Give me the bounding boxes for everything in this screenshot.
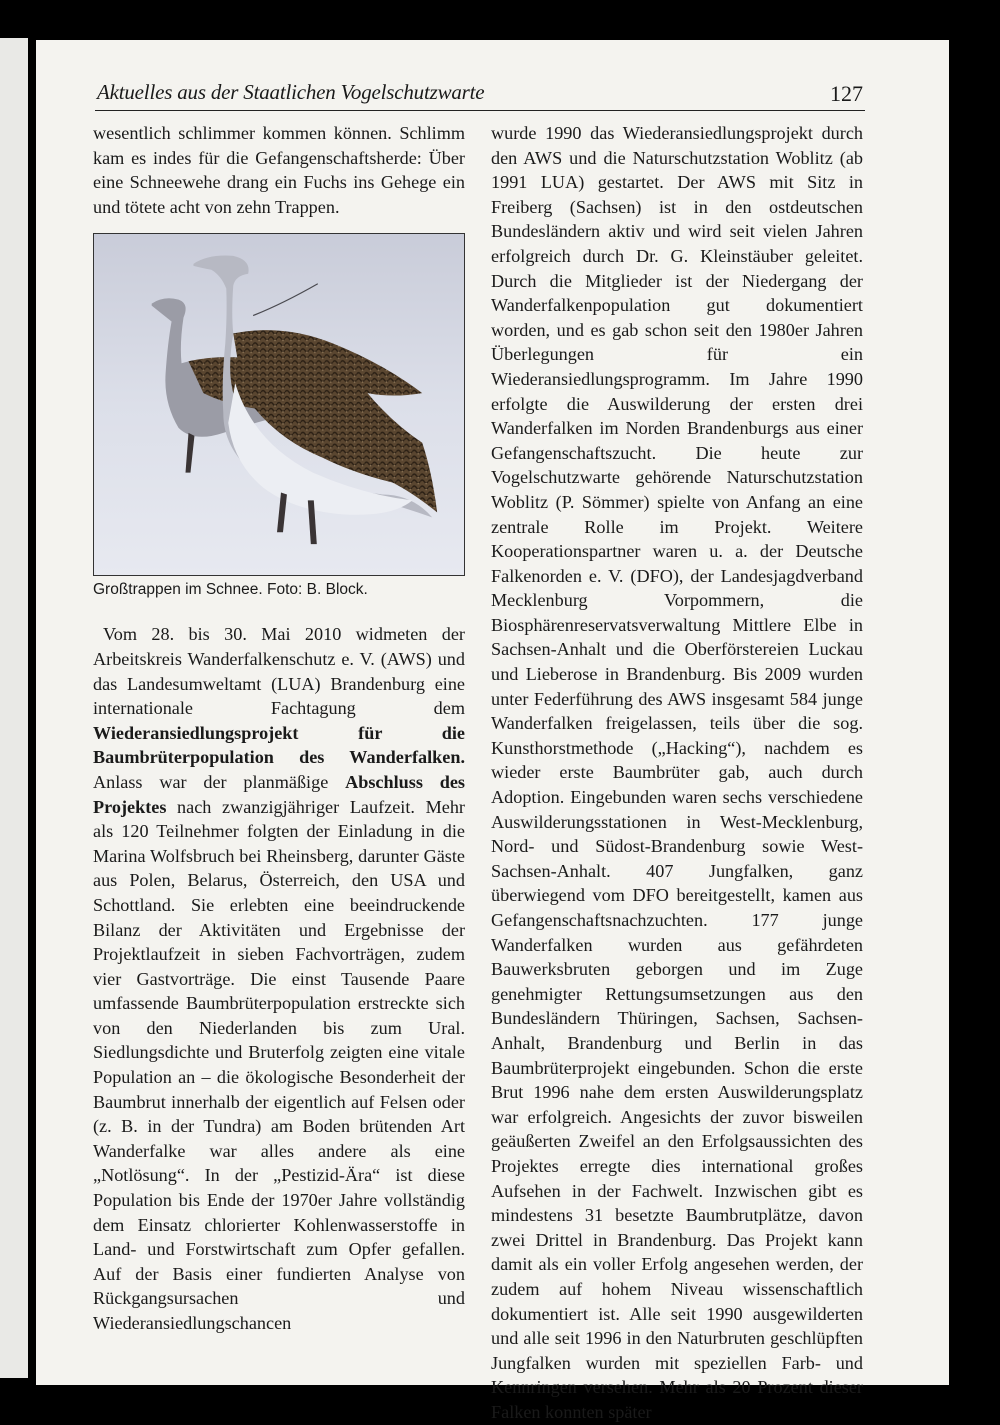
paragraph-conference bbox=[93, 622, 465, 1335]
text-run: Vom 28. bis 30. Mai 2010 widmeten der Arbeitskreis Wanderfalkenschutz e. V. (AWS) und das Landesumweltamt (LUA) Brandenburg eine internationale Fachtagung dem bbox=[93, 624, 465, 719]
text-run: Anlass war der planmäßige bbox=[93, 771, 346, 792]
page-number: 127 bbox=[830, 81, 863, 106]
right-column bbox=[491, 121, 863, 1424]
running-head bbox=[95, 78, 865, 111]
paragraph-fox-attack: wesentlich schlimmer kommen können. Schlimm kam es indes für die Gefangenschaftsherde: Über eine Schneewehe drang ein Fuchs ins Gehege ein und tötete acht von zehn Trappen. bbox=[93, 123, 465, 217]
paragraph-project-history: wurde 1990 das Wiederansiedlungsprojekt durch den AWS und die Naturschutzstation Woblitz (ab 1991 LUA) gestartet. Der AWS mit Sitz in Freiberg (Sachsen) ist in den ostdeutschen Bundesländern aktiv und wird seit vielen Jahren erfolgreich durch Dr. G. Kleinstäuber geleitet. Durch die Mitglieder ist der Niedergang der Wanderfalkenpopulation gut dokumentiert worden, und es gab schon seit den 1980er Jahren Überlegungen für ein Wiederansiedlungsprogramm. Im Jahre 1990 erfolgte die Auswilderung der ersten drei Wanderfalken im Norden Brandenburgs aus einer Gefangenschaftszucht. Die heute zur Vogelschutzwarte gehörende Naturschutzstation Woblitz (P. Sömmer) spielte von Anfang an eine zentrale Rolle im Projekt. Weitere Kooperationspartner waren u. a. der Deutsche Falkenorden e. V. (DFO), der Landesjagdverband Mecklenburg Vorpommern, die Biosphärenreservatsverwaltung Mittlere Elbe in Sachsen-Anhalt und die Oberförstereien Luckau und Lieberose in Brandenburg. Bis 2009 wurden unter Federführung des AWS insgesamt 584 junge Wanderfalken freigelassen, teils über die sog. Kunsthorstmethode („Hacking“), nachdem es wieder erste Baumbrüter gab, auch durch Adoption. Eingebunden waren sechs verschiedene Auswilderungsstationen in West-Mecklenburg, Nord- und Südost-Brandenburg sowie West-Sachsen-Anhalt. 407 Jungfalken, ganz überwiegend vom DFO bereitgestellt, kamen aus Gefangenschaftsnachzuchten. 177 junge Wanderfalken wurden aus gefährdeten Bauwerksbruten geborgen und im Zuge genehmigter Rettungsumsetzungen aus den Bundesländern Thüringen, Sachsen, Sachsen-Anhalt, Brandenburg und Berlin in das Baumbrüterprojekt eingebunden. Schon die erste Brut 1996 nahe dem ersten Auswilderungsplatz war erfolgreich. Angesichts der zuvor bisweilen geäußerten Zweifel an den Erfolgsaussichten des Projektes erregte dies international großes Aufsehen in der Fachwelt. Inzwischen gibt es mindestens 31 besetzte Baumbrutplätze, davon zwei Drittel in Brandenburg. Das Projekt kann damit als ein voller Erfolg angesehen werden, der zudem auf hohem Niveau wissenschaftlich dokumentiert ist. Alle seit 1990 ausgewilderten und alle seit 1996 in den Naturbruten geschlüpften Jungfalken wurden mit speziellen Farb- und Kennringen versehen. Mehr als 20 Prozent dieser Falken konnten später bbox=[491, 123, 863, 1422]
left-column bbox=[93, 121, 465, 1336]
facing-page-edge bbox=[0, 38, 28, 1378]
figure bbox=[93, 233, 465, 600]
bustards-in-snow-photo bbox=[93, 233, 465, 576]
figure-caption: Großtrappen im Schnee. Foto: B. Block. bbox=[93, 581, 368, 599]
text-run: nach zwanzigjähriger Laufzeit. Mehr als 120 Teilnehmer folgten der Einladung in die Marina Wolfsbruch bei Rheinsberg, darunter Gäste aus Polen, Belarus, Österreich, den USA und Schottland. Sie erlebten eine beeindruckende Bilanz der Aktivitäten und Ergebnisse der Projektlaufzeit in sieben Fachvorträgen, zudem vier Gastvorträge. Die einst Tausende Paare umfassende Baumbrüterpopulation erstreckte sich von den Niederlanden bis zum Ural. Siedlungsdichte und Bruterfolg zeigten eine vitale Population an – die ökologische Besonderheit der Baumbrut innerhalb der eigentlich auf Felsen oder (z. B. in der Tundra) am Boden brütenden Art Wanderfalke war alles andere als eine „Notlösung“. In der „Pestizid-Ära“ ist diese Population bis Ende der 1970er Jahre vollständig dem Einsatz chlorierter Kohlenwasserstoffe in Land- und Forstwirtschaft zum Opfer gefallen. Auf der Basis einer fundierten Analyse von Rückgangsursachen und Wiederansiedlungschancen bbox=[93, 796, 465, 1333]
bold-run-completion: Abschluss des Projektes bbox=[93, 771, 466, 817]
running-title: Aktuelles aus der Staatlichen Vogelschutzwarte bbox=[97, 80, 485, 104]
bold-run-project: Wiederansiedlungsprojekt für die Baumbrüterpopulation des Wanderfalken. bbox=[93, 722, 465, 768]
